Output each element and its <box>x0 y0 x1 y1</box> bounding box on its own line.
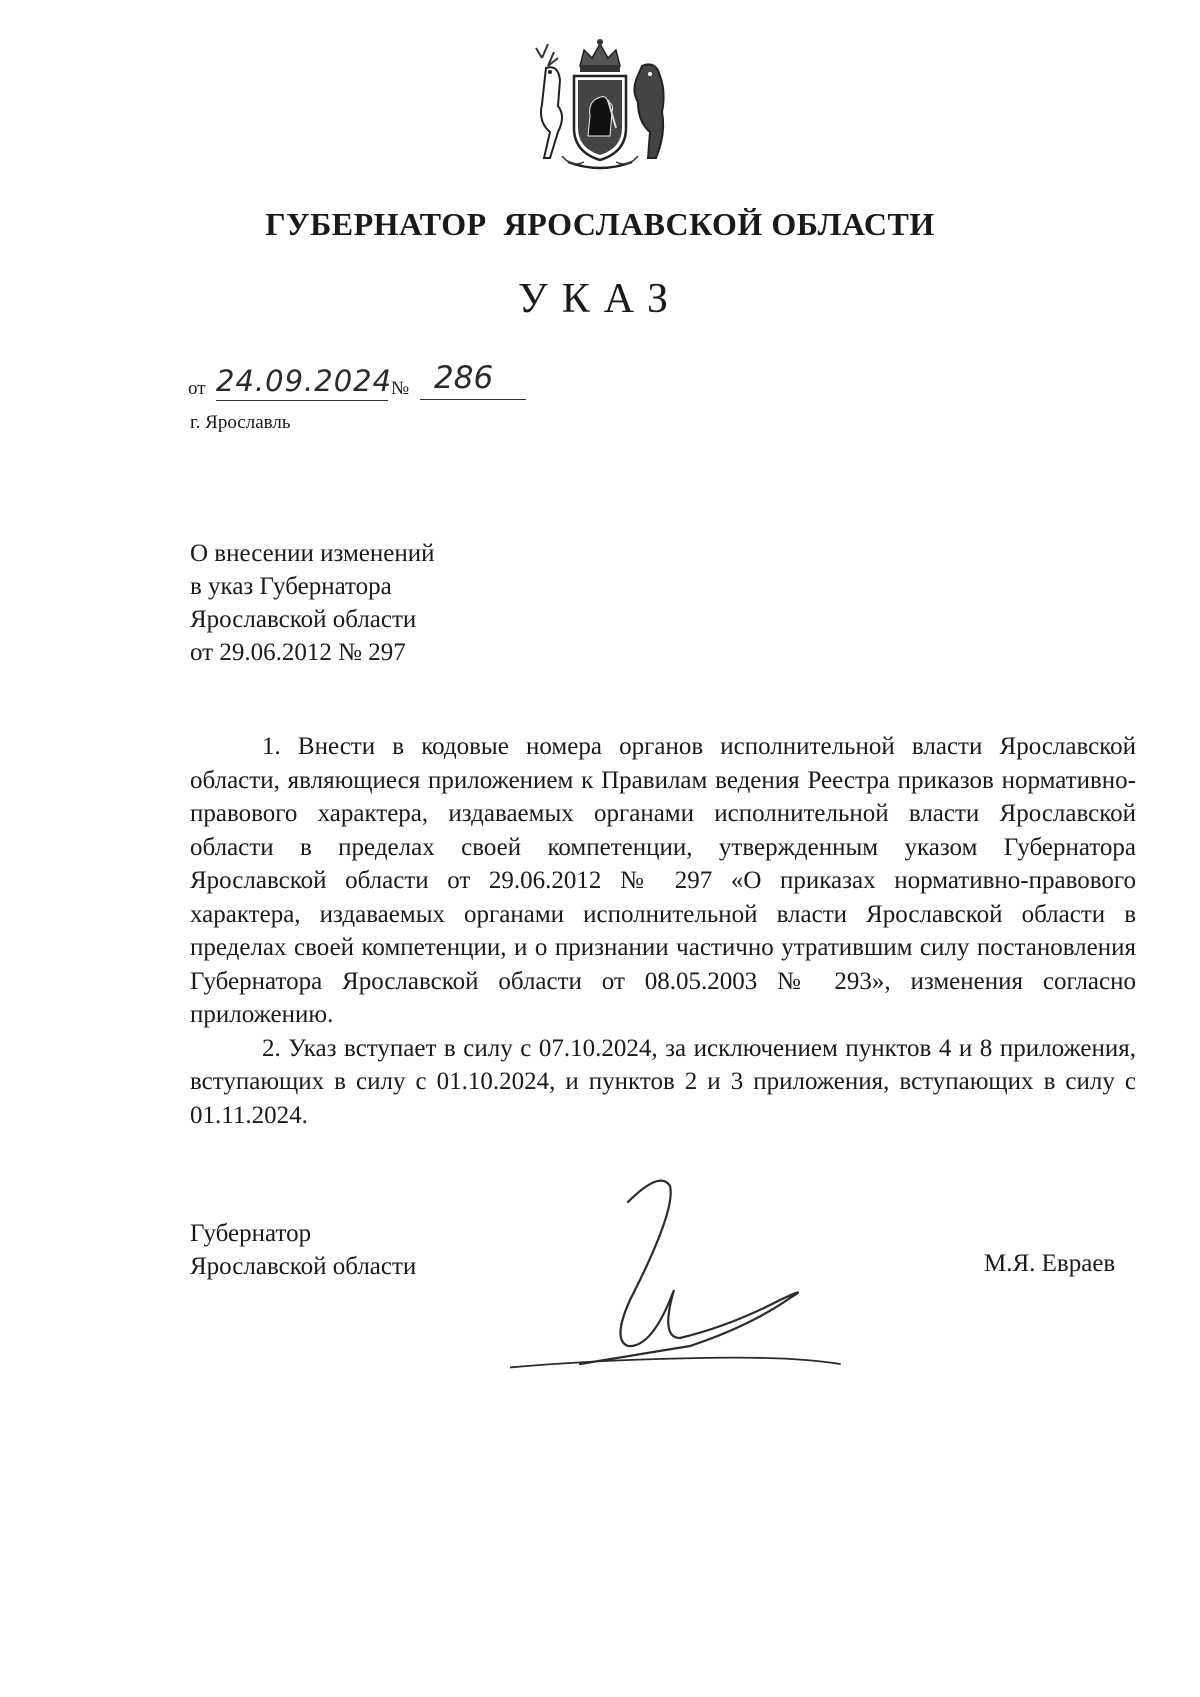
number-prefix: № <box>391 378 410 399</box>
document-subject <box>190 537 435 669</box>
body-paragraph-1: 1. Внести в кодовые номера органов исполнительной власти Ярославской области, являющиеся приложением к Правилам ведения Реестра приказов нормативно-правового характера, издаваемых органами исполнительной власти Ярославской области в пределах своей компетенции, утвержденным указом Губернатора Ярославской области от 29.06.2012 № 297 «О приказах нормативно-правового характера, издаваемых органами исполнительной власти Ярославской области в пределах своей компетенции, и о признании частично утратившим силу постановления Губернатора Ярославской области от 08.05.2003 № 293», изменения согласно приложению. <box>190 733 1136 1028</box>
date-prefix: от <box>188 378 206 399</box>
signatory-name: М.Я. Евраев <box>984 1250 1116 1277</box>
coat-of-arms-icon <box>528 36 672 176</box>
document-type: УКАЗ <box>517 276 683 322</box>
subject-line: О внесении изменений <box>190 540 435 567</box>
document-date: 24.09.2024 <box>216 364 388 401</box>
subject-line: в указ Губернатора <box>190 573 392 600</box>
issuer-heading: ГУБЕРНАТОР ЯРОСЛАВСКОЙ ОБЛАСТИ <box>265 206 935 242</box>
place-of-issue: г. Ярославль <box>190 412 291 433</box>
document-body <box>190 730 1136 1132</box>
signatory-title-line: Ярославской области <box>190 1253 417 1280</box>
document-number: 286 <box>420 360 526 400</box>
signatory-title <box>190 1217 416 1283</box>
subject-line: от 29.06.2012 № 297 <box>190 639 406 666</box>
registration-line <box>188 360 528 406</box>
handwritten-signature <box>510 1150 930 1380</box>
subject-line: Ярославской области <box>190 606 417 633</box>
signatory-title-line: Губернатор <box>190 1220 312 1247</box>
body-paragraph-2: 2. Указ вступает в силу с 07.10.2024, за исключением пунктов 4 и 8 приложения, вступающих в силу с 01.10.2024, и пунктов 2 и 3 приложения, вступающих в силу с 01.11.2024. <box>190 1034 1136 1129</box>
